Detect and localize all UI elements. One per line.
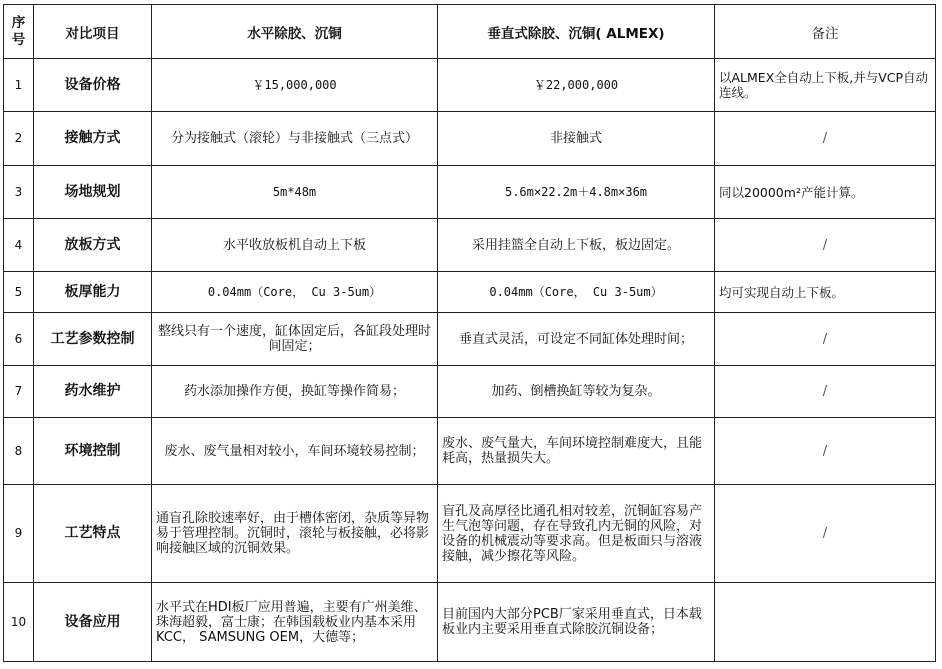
- row-number: 6: [4, 313, 34, 366]
- row-item: 环境控制: [34, 418, 152, 485]
- table-row: [4, 219, 936, 272]
- row-item: 设备应用: [34, 583, 152, 662]
- row-number: 2: [4, 112, 34, 166]
- row-number: 1: [4, 59, 34, 112]
- row-horizontal: 0.04mm（Core， Cu 3-5um）: [152, 272, 438, 313]
- row-remark: 以ALMEX全自动上下板,并与VCP自动连线。: [715, 59, 936, 112]
- row-vertical: 盲孔及高厚径比通孔相对较差，沉铜缸容易产生气泡等问题，存在导致孔内无铜的风险，对设备的机械震动等要求高。但是板面只与溶液接触，减少擦花等风险。: [438, 485, 715, 583]
- row-remark: /: [715, 485, 936, 583]
- header-vertical: 垂直式除胶、沉铜( ALMEX): [438, 5, 715, 59]
- row-vertical: 采用挂篮全自动上下板，板边固定。: [438, 219, 715, 272]
- table-row: [4, 112, 936, 166]
- header-item: 对比项目: [34, 5, 152, 59]
- row-remark: /: [715, 313, 936, 366]
- row-item: 放板方式: [34, 219, 152, 272]
- row-item: 接触方式: [34, 112, 152, 166]
- row-vertical: ￥22,000,000: [438, 59, 715, 112]
- row-item: 工艺参数控制: [34, 313, 152, 366]
- table-row: [4, 166, 936, 219]
- row-vertical: 5.6m×22.2m＋4.8m×36m: [438, 166, 715, 219]
- row-number: 10: [4, 583, 34, 662]
- header-seq: 序号: [4, 5, 34, 59]
- row-vertical: 加药、倒槽换缸等较为复杂。: [438, 366, 715, 418]
- row-vertical: 非接触式: [438, 112, 715, 166]
- row-number: 3: [4, 166, 34, 219]
- row-horizontal: 分为接触式（滚轮）与非接触式（三点式）: [152, 112, 438, 166]
- row-number: 9: [4, 485, 34, 583]
- table-row: [4, 485, 936, 583]
- row-item: 工艺特点: [34, 485, 152, 583]
- row-item: 药水维护: [34, 366, 152, 418]
- table-row: [4, 313, 936, 366]
- table-row: [4, 59, 936, 112]
- table-row: [4, 583, 936, 662]
- header-horizontal: 水平除胶、沉铜: [152, 5, 438, 59]
- row-horizontal: 水平式在HDI板厂应用普遍，主要有广州美维、珠海超毅，富士康；在韩国载板业内基本采用KCC， SAMSUNG OEM，大德等；: [152, 583, 438, 662]
- row-horizontal: 水平收放板机自动上下板: [152, 219, 438, 272]
- row-horizontal: 整线只有一个速度，缸体固定后，各缸段处理时间固定；: [152, 313, 438, 366]
- row-number: 5: [4, 272, 34, 313]
- row-horizontal: 通盲孔除胶速率好，由于槽体密闭，杂质等异物易于管理控制。沉铜时，滚轮与板接触，必将影响接触区域的沉铜效果。: [152, 485, 438, 583]
- row-horizontal: 药水添加操作方便，换缸等操作简易；: [152, 366, 438, 418]
- table-row: [4, 272, 936, 313]
- row-number: 7: [4, 366, 34, 418]
- row-remark: /: [715, 219, 936, 272]
- row-remark: 同以20000m²产能计算。: [715, 166, 936, 219]
- row-item: 场地规划: [34, 166, 152, 219]
- row-vertical: 0.04mm（Core， Cu 3-5um）: [438, 272, 715, 313]
- row-remark: 均可实现自动上下板。: [715, 272, 936, 313]
- row-vertical: 垂直式灵活，可设定不同缸体处理时间；: [438, 313, 715, 366]
- row-vertical: 废水、废气量大，车间环境控制难度大，且能耗高，热量损失大。: [438, 418, 715, 485]
- header-remark: 备注: [715, 5, 936, 59]
- row-number: 8: [4, 418, 34, 485]
- row-item: 设备价格: [34, 59, 152, 112]
- row-item: 板厚能力: [34, 272, 152, 313]
- row-vertical: 目前国内大部分PCB厂家采用垂直式，日本载板业内主要采用垂直式除胶沉铜设备；: [438, 583, 715, 662]
- row-number: 4: [4, 219, 34, 272]
- table-row: [4, 418, 936, 485]
- row-remark: /: [715, 366, 936, 418]
- row-remark: [715, 583, 936, 662]
- row-remark: /: [715, 112, 936, 166]
- header-row: [4, 5, 936, 59]
- table-row: [4, 366, 936, 418]
- comparison-table: [3, 4, 936, 662]
- row-horizontal: ￥15,000,000: [152, 59, 438, 112]
- row-horizontal: 废水、废气量相对较小，车间环境较易控制；: [152, 418, 438, 485]
- row-horizontal: 5m*48m: [152, 166, 438, 219]
- row-remark: /: [715, 418, 936, 485]
